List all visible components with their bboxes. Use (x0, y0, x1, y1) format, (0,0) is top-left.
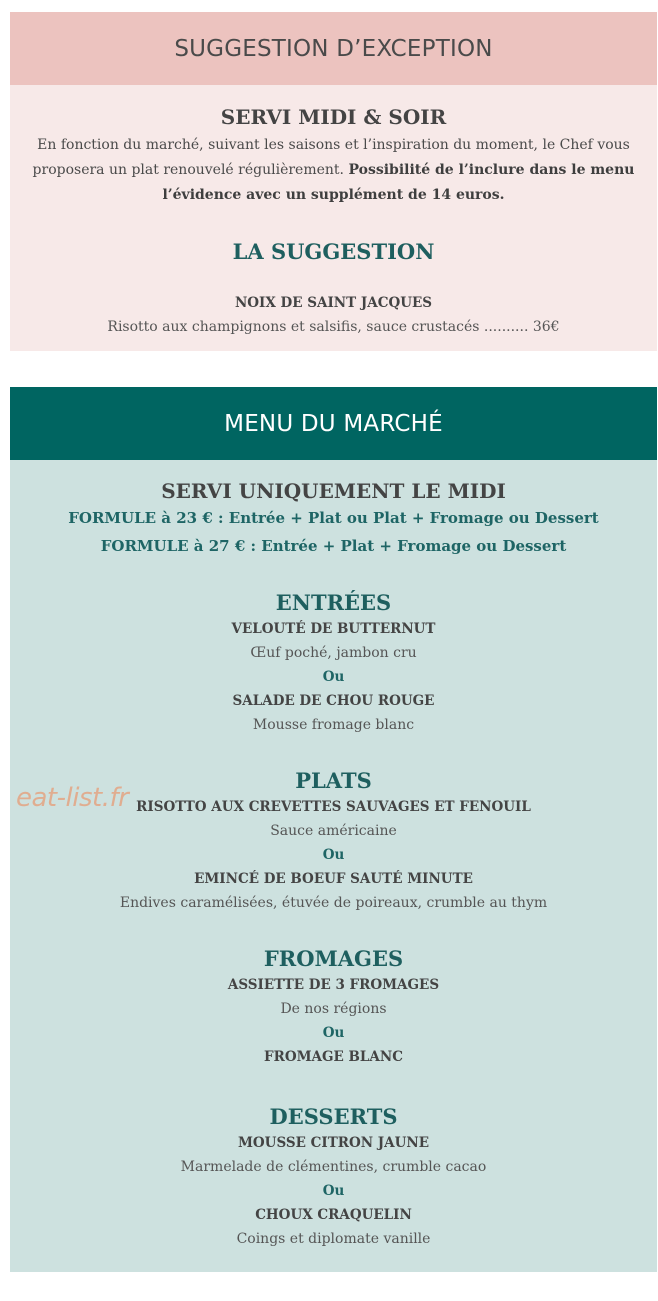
suggestion-dish-desc: Risotto aux champignons et salsifis, sauce crustacés .......... 36€ (107, 319, 560, 335)
menu-item-desc: Œuf poché, jambon cru (250, 645, 417, 661)
or-separator: Ou (322, 1025, 345, 1041)
menu-item-desc: Sauce américaine (270, 823, 397, 839)
menu-item-name: RISOTTO AUX CREVETTES SAUVAGES ET FENOUIL (136, 799, 531, 815)
category-title-entrees: ENTRÉES (275, 590, 392, 615)
menu-banner: MENU DU MARCHÉ (10, 387, 657, 460)
menu-formula-1: FORMULE à 23 € : Entrée + Plat ou Plat + Fromage ou Dessert (68, 509, 599, 527)
or-separator: Ou (322, 669, 345, 685)
menu-formula-2: FORMULE à 27 € : Entrée + Plat + Fromage ou Dessert (100, 537, 567, 555)
menu-section (10, 387, 657, 1272)
category-title-fromages: FROMAGES (263, 946, 404, 971)
suggestion-served-heading: SERVI MIDI & SOIR (220, 105, 447, 129)
watermark: eat-list.fr (16, 783, 129, 813)
menu-served-heading: SERVI UNIQUEMENT LE MIDI (161, 479, 506, 503)
suggestion-dish-name: NOIX DE SAINT JACQUES (234, 295, 433, 311)
menu-item-name: EMINCÉ DE BOEUF SAUTÉ MINUTE (194, 871, 473, 887)
or-separator: Ou (322, 1183, 345, 1199)
menu-item-desc: Mousse fromage blanc (252, 717, 415, 733)
suggestion-intro-bold: Possibilité de l’inclure dans le menu l’évidence avec un supplément de 14 euros. (162, 162, 635, 203)
menu-item-desc: De nos régions (280, 1001, 387, 1017)
suggestion-heading: LA SUGGESTION (232, 239, 435, 264)
menu-item-desc: Marmelade de clémentines, crumble cacao (180, 1159, 487, 1175)
menu-item-name: VELOUTÉ DE BUTTERNUT (231, 621, 436, 637)
suggestion-intro (18, 133, 649, 208)
suggestion-section (10, 12, 657, 351)
suggestion-banner: SUGGESTION D’EXCEPTION (10, 12, 657, 85)
category-title-desserts: DESSERTS (269, 1104, 398, 1129)
menu-item-name: SALADE DE CHOU ROUGE (232, 693, 435, 709)
or-separator: Ou (322, 847, 345, 863)
suggestion-intro-text: En fonction du marché, suivant les saisons et l’inspiration du moment, le Chef vous proposera un plat renouvelé régulièrement. (32, 137, 630, 178)
menu-item-name: ASSIETTE DE 3 FROMAGES (227, 977, 440, 993)
menu-item-name: CHOUX CRAQUELIN (255, 1207, 412, 1223)
menu-item-desc: Coings et diplomate vanille (236, 1231, 431, 1247)
menu-item-desc: Endives caramélisées, étuvée de poireaux, crumble au thym (119, 895, 548, 911)
category-title-plats: PLATS (295, 768, 372, 793)
menu-item-name: MOUSSE CITRON JAUNE (237, 1135, 430, 1151)
menu-item-name: FROMAGE BLANC (264, 1049, 403, 1065)
